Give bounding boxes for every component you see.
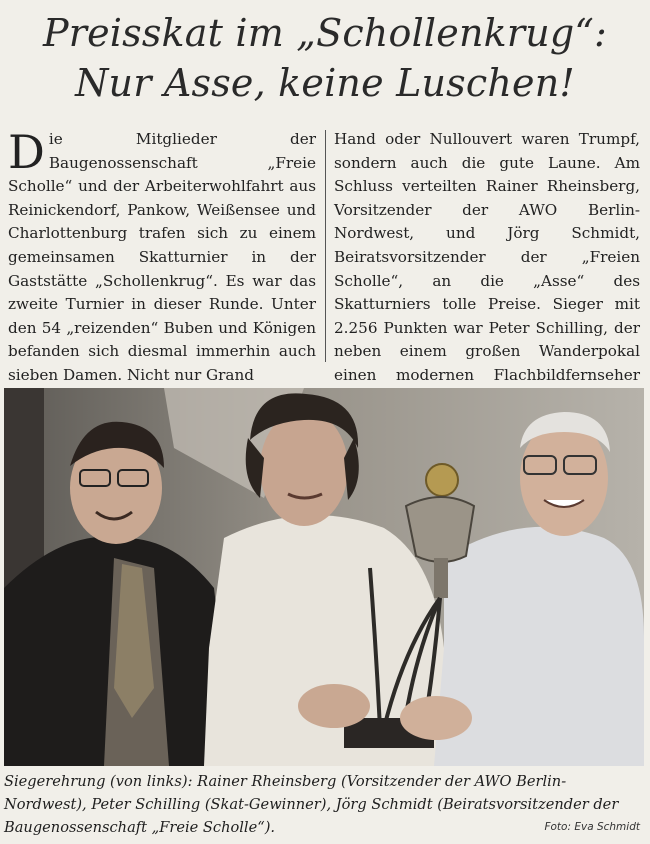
body-column-right	[334, 128, 640, 411]
column-divider	[325, 130, 326, 362]
award-photo-illustration	[4, 388, 644, 766]
body-column-left	[8, 125, 316, 388]
hands-right	[400, 696, 472, 740]
headline-line-2: Nur Asse, keine Luschen!	[75, 61, 575, 105]
body-text-right: Hand oder Nullouvert waren Trumpf, sondern auch die gute Laune. Am Schluss verteilten Rainer Rheinsberg, Vorsitzender der AWO Berlin-Nordwest, und Jörg Schmidt, Beiratsvorsitzender der „Freien Scholle“, an die „Asse“ des Skatturniers tolle Preise. Sieger mit 2.256 Punkten war Peter Schilling, der neben einem großen Wanderpokal einen modernen Flachbildfernseher	[334, 130, 640, 384]
article-body	[8, 125, 640, 384]
headline-line-1: Preisskat im „Schollenkrug“:	[42, 11, 608, 55]
article-headline	[0, 8, 650, 108]
hands-left	[298, 684, 370, 728]
photo-credit: Foto: Eva Schmidt	[544, 821, 640, 833]
body-text-left: ie Mitglieder der Baugenossenschaft „Freie Scholle“ und der Arbeiterwohlfahrt aus Reinickendorf, Pankow, Weißensee und Charlottenburg trafen sich zu einem gemeinsamen Skatturnier in der Gaststätte „Schollenkrug“. Es war das zweite Turnier in dieser Runde. Unter den 54 „reizenden“ Buben und Königen befanden sich diesmal immerhin auch sieben Damen. Nicht nur Grand	[8, 130, 316, 384]
photo-caption: Siegerehrung (von links): Rainer Rheinsberg (Vorsitzender der AWO Berlin-Nordwest), Peter Schilling (Skat-Gewinner), Jörg Schmidt (Beiratsvorsitzender der Baugenossenschaft „Freie Scholle“).	[4, 773, 619, 836]
drop-cap: D	[8, 125, 45, 179]
award-photo	[4, 388, 644, 766]
